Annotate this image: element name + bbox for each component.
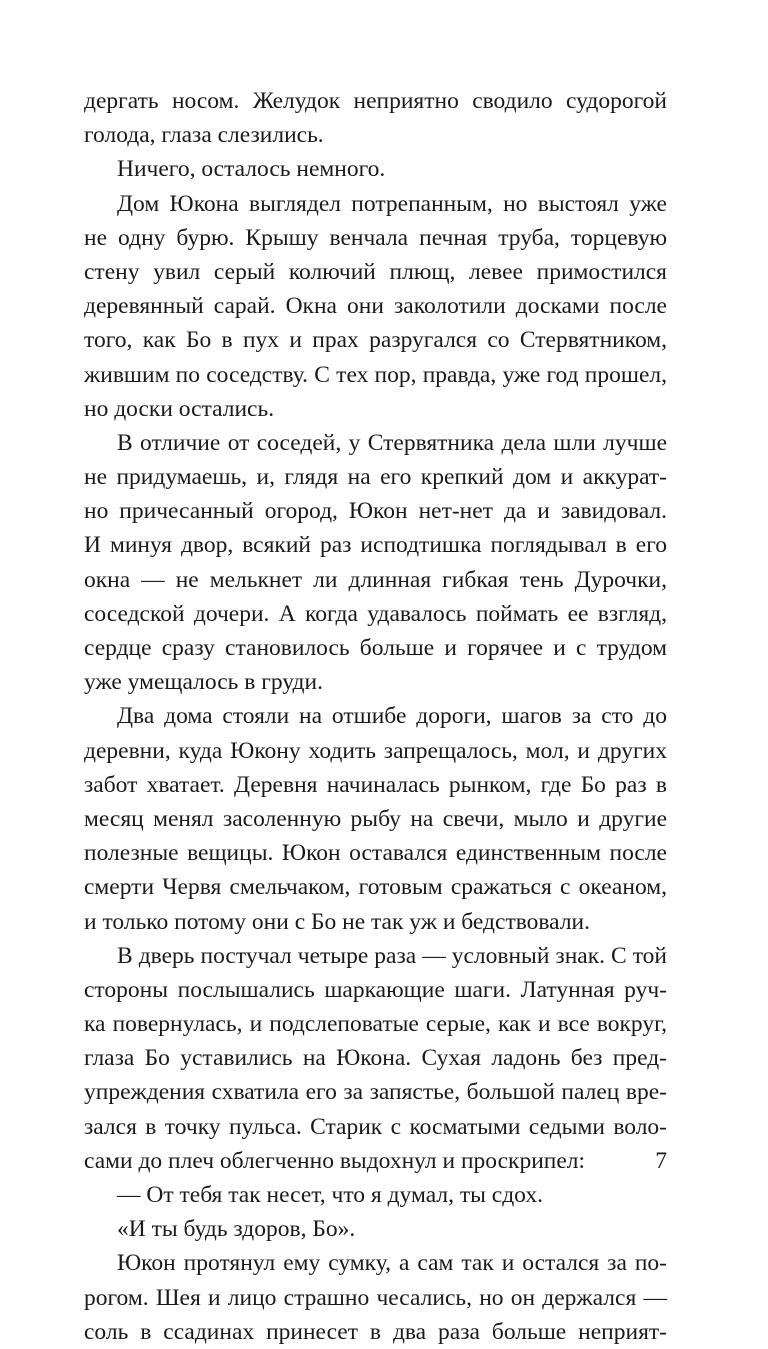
text-line: соль в ссадинах принесет в два раза больше неприят- <box>84 1318 667 1345</box>
text-line: того, как Бо в пух и прах разругался со Стервятником, <box>84 327 667 354</box>
text-line: забот хватает. Деревня начиналась рынком, где Бо раз в <box>84 771 667 798</box>
text-line: не одну бурю. Крышу венчала печная труба, торцевую <box>84 224 667 251</box>
text-line: жившим по соседству. С тех пор, правда, уже год прошел, <box>84 361 667 388</box>
text-line: В дверь постучал четыре раза — условный знак. С той <box>117 942 667 969</box>
text-line: голода, глаза слезились. <box>84 122 324 149</box>
text-line: соседской дочери. А когда удавалось поймать ее взгляд, <box>84 600 667 627</box>
text-line: но причесанный огород, Юкон нет-нет да и завидовал. <box>84 498 667 525</box>
text-line: — От тебя так несет, что я думал, ты сдох. <box>117 1182 543 1208</box>
text-line: деревянный сарай. Окна они заколотили досками после <box>84 293 667 320</box>
page-number: 7 <box>655 1148 667 1174</box>
text-line: И минуя двор, всякий раз исподтишка поглядывал в его <box>84 532 667 559</box>
text-line: упреждения схватила его за запястье, большой палец вре- <box>84 1079 667 1106</box>
text-line: стороны послышались шаркающие шаги. Латунная руч- <box>84 976 667 1003</box>
text-line: и только потому они с Бо не так уж и бедствовали. <box>84 908 590 935</box>
text-line: деревни, куда Юкону ходить запрещалось, мол, и других <box>84 737 667 764</box>
text-line: уже умещалось в груди. <box>84 669 323 696</box>
text-line: В отличие от соседей, у Стервятника дела шли лучше <box>117 429 667 456</box>
text-line: Дом Юкона выглядел потрепанным, но выстоял уже <box>117 190 667 217</box>
text-line: дергать носом. Желудок неприятно сводило судорогой <box>84 88 667 114</box>
text-line: смерти Червя смельчаком, готовым сражаться с океаном, <box>84 874 667 901</box>
text-line: Юкон протянул ему сумку, а сам так и остался за по- <box>117 1250 667 1277</box>
text-line: сами до плеч облегченно выдохнул и проскрипел: <box>84 1147 586 1174</box>
text-line: рогом. Шея и лицо страшно чесались, но он держался — <box>84 1284 667 1311</box>
text-line: сердце сразу становилось больше и горячее и с трудом <box>84 635 667 661</box>
text-line: «И ты будь здоров, Бо». <box>117 1216 356 1243</box>
text-line: ка повернулась, и подслеповатые серые, как и все вокруг, <box>84 1011 667 1038</box>
text-line: зался в точку пульса. Старик с косматыми седыми воло- <box>84 1113 667 1140</box>
text-line: но доски остались. <box>84 395 275 422</box>
text-line: месяц менял засоленную рыбу на свечи, мыло и другие <box>84 805 667 832</box>
text-line: Два дома стояли на отшибе дороги, шагов за сто до <box>117 703 667 730</box>
text-line: Ничего, осталось немного. <box>117 156 386 183</box>
page-text <box>84 84 667 1349</box>
text-line: окна — не мелькнет ли длинная гибкая тень Дурочки, <box>84 566 667 593</box>
text-line: стену увил серый колючий плющ, левее примостился <box>84 258 667 285</box>
text-line: глаза Бо уставились на Юкона. Сухая ладонь без пред- <box>84 1045 667 1072</box>
text-line: не придумаешь, и, глядя на его крепкий дом и аккурат- <box>84 464 667 491</box>
text-line: полезные вещицы. Юкон оставался единственным после <box>84 840 667 867</box>
